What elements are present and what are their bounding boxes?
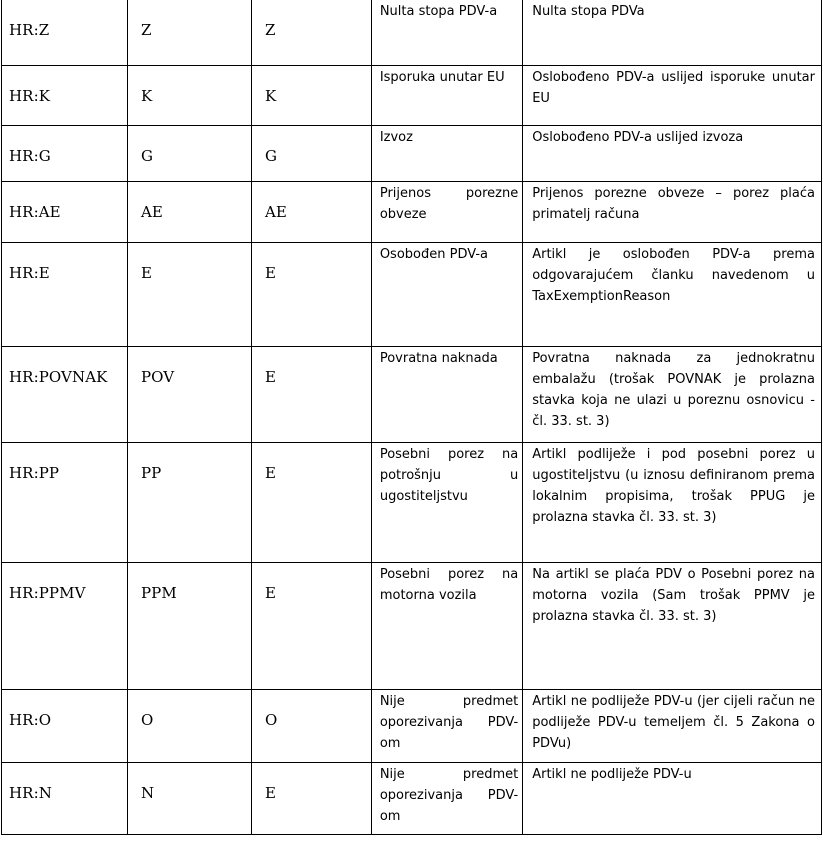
category-code-cell: O: [127, 689, 251, 762]
vat-code-cell: HR:PP: [2, 442, 128, 562]
vat-code-cell: HR:E: [2, 242, 128, 346]
description-cell: Artikl ne podliježe PDV-u: [523, 762, 822, 834]
table-row: [2, 689, 822, 762]
scheme-code-cell: E: [251, 762, 371, 834]
name-cell: Izvoz: [371, 125, 522, 181]
table-row: [2, 346, 822, 442]
vat-code-cell: HR:PPMV: [2, 562, 128, 689]
category-code-cell: E: [127, 242, 251, 346]
description-cell: Nulta stopa PDVa: [523, 0, 822, 65]
name-cell: Osobođen PDV-a: [371, 242, 522, 346]
name-cell: Posebni porez na potrošnju u ugostiteljstvu: [371, 442, 522, 562]
vat-code-cell: HR:Z: [2, 0, 128, 65]
description-cell: Povratna naknada za jednokratnu embalažu (trošak POVNAK je prolazna stavka koja ne ulazi u poreznu osnovicu - čl. 33. st. 3): [523, 346, 822, 442]
description-cell: Artikl podliježe i pod posebni porez u ugostiteljstvu (u iznosu definiranom prema lokalnim propisima, trošak PPUG je prolazna stavka čl. 33. st. 3): [523, 442, 822, 562]
category-code-cell: K: [127, 65, 251, 125]
category-code-cell: PPM: [127, 562, 251, 689]
scheme-code-cell: O: [251, 689, 371, 762]
table-row: [2, 442, 822, 562]
description-cell: Oslobođeno PDV-a uslijed isporuke unutar EU: [523, 65, 822, 125]
scheme-code-cell: E: [251, 562, 371, 689]
category-code-cell: Z: [127, 0, 251, 65]
table-row: [2, 762, 822, 834]
description-cell: Prijenos porezne obveze – porez plaća primatelj računa: [523, 181, 822, 242]
scheme-code-cell: AE: [251, 181, 371, 242]
category-code-cell: G: [127, 125, 251, 181]
scheme-code-cell: E: [251, 442, 371, 562]
name-cell: Prijenos porezne obveze: [371, 181, 522, 242]
scheme-code-cell: E: [251, 346, 371, 442]
table-row: [2, 181, 822, 242]
name-cell: Posebni porez na motorna vozila: [371, 562, 522, 689]
vat-code-cell: HR:K: [2, 65, 128, 125]
name-cell: Isporuka unutar EU: [371, 65, 522, 125]
description-cell: Artikl je oslobođen PDV-a prema odgovarajućem članku navedenom u TaxExemptionReason: [523, 242, 822, 346]
table-row: [2, 562, 822, 689]
vat-code-cell: HR:AE: [2, 181, 128, 242]
vat-code-cell: HR:N: [2, 762, 128, 834]
scheme-code-cell: K: [251, 65, 371, 125]
table-row: [2, 125, 822, 181]
vat-category-table: [1, 0, 822, 835]
vat-code-cell: HR:O: [2, 689, 128, 762]
scheme-code-cell: Z: [251, 0, 371, 65]
category-code-cell: N: [127, 762, 251, 834]
table-row: [2, 0, 822, 65]
scheme-code-cell: G: [251, 125, 371, 181]
table-row: [2, 65, 822, 125]
vat-code-cell: HR:POVNAK: [2, 346, 128, 442]
table-row: [2, 242, 822, 346]
category-code-cell: AE: [127, 181, 251, 242]
name-cell: Nije predmet oporezivanja PDV- om: [371, 762, 522, 834]
scheme-code-cell: E: [251, 242, 371, 346]
name-cell: Nulta stopa PDV-a: [371, 0, 522, 65]
description-cell: Oslobođeno PDV-a uslijed izvoza: [523, 125, 822, 181]
vat-code-cell: HR:G: [2, 125, 128, 181]
description-cell: Artikl ne podliježe PDV-u (jer cijeli račun ne podliježe PDV-u temeljem čl. 5 Zakona o PDVu): [523, 689, 822, 762]
name-cell: Povratna naknada: [371, 346, 522, 442]
category-code-cell: POV: [127, 346, 251, 442]
description-cell: Na artikl se plaća PDV o Posebni porez na motorna vozila (Sam trošak PPMV je prolazna stavka čl. 33. st. 3): [523, 562, 822, 689]
name-cell: Nije predmet oporezivanja PDV- om: [371, 689, 522, 762]
category-code-cell: PP: [127, 442, 251, 562]
